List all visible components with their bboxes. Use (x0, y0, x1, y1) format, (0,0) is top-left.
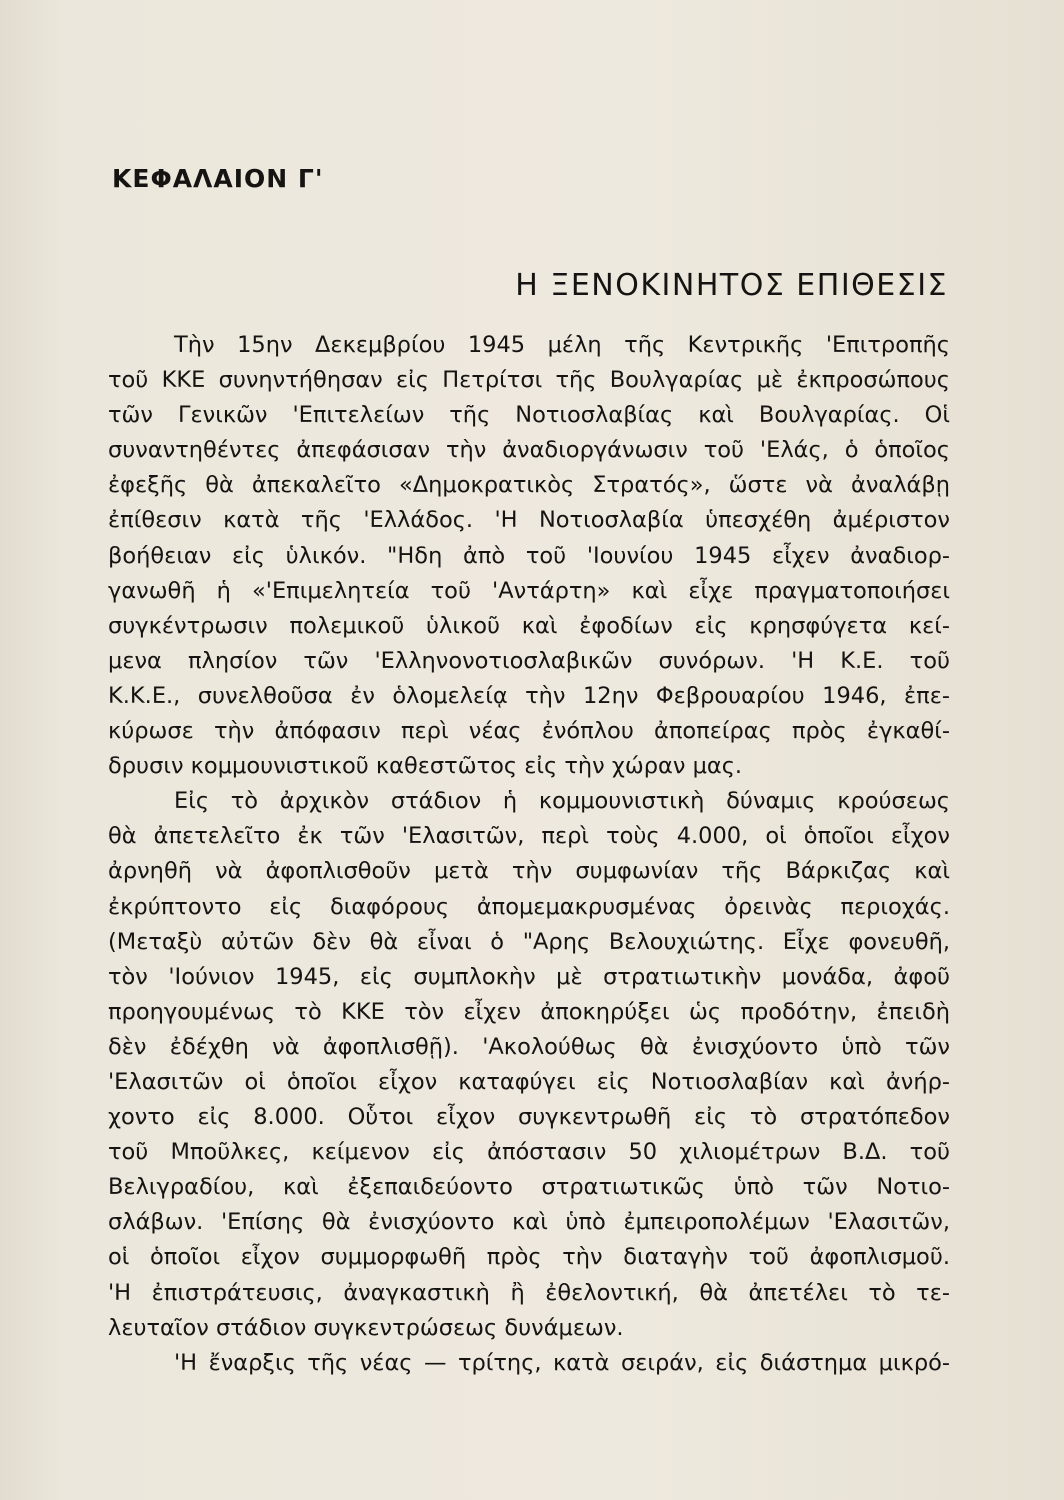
text-line: ἐφεξῆς θὰ ἀπεκαλεῖτο «Δημοκρατικὸς Στρατός», ὥστε νὰ ἀναλάβῃ (108, 472, 950, 499)
text-line: σλάβων. 'Επίσης θὰ ἐνισχύοντο καὶ ὑπὸ ἐμπειροπολέμων 'Ελασιτῶν, (108, 1209, 950, 1236)
text-line: λευταῖον στάδιον συγκεντρώσεως δυνάμεων. (108, 1314, 624, 1341)
text-line: γανωθῆ ἡ «'Επιμελητεία τοῦ 'Αντάρτη» καὶ εἶχε πραγματοποιήσει (108, 577, 950, 604)
text-line: προηγουμένως τὸ ΚΚΕ τὸν εἶχεν ἀποκηρύξει ὡς προδότην, ἐπειδὴ (108, 998, 950, 1025)
text-line: (Μεταξὺ αὐτῶν δὲν θὰ εἶναι ὁ "Αρης Βελουχιώτης. Εἶχε φονευθῆ, (108, 928, 950, 955)
section-title: Η ΞΕΝΟΚΙΝΗΤΟΣ ΕΠΙΘΕΣΙΣ (515, 268, 948, 303)
chapter-heading: ΚΕΦΑΛΑΙΟΝ Γ' (112, 164, 324, 193)
text-line: τοῦ Μποῦλκες, κείμενον εἰς ἀπόστασιν 50 χιλιομέτρων Β.Δ. τοῦ (108, 1139, 950, 1166)
text-line: 'Η ἐπιστράτευσις, ἀναγκαστικὴ ἢ ἐθελοντική, θὰ ἀπετέλει τὸ τε- (108, 1279, 950, 1306)
text-line: μενα πλησίον τῶν 'Ελληνονοτιοσλαβικῶν συνόρων. 'Η Κ.Ε. τοῦ (108, 647, 950, 674)
text-line: 'Ελασιτῶν οἱ ὁποῖοι εἶχον καταφύγει εἰς Νοτιοσλαβίαν καὶ ἀνήρ- (108, 1068, 950, 1095)
text-line: συναντηθέντες ἀπεφάσισαν τὴν ἀναδιοργάνωσιν τοῦ 'Ελάς, ὁ ὁποῖος (108, 437, 950, 464)
text-line: κύρωσε τὴν ἀπόφασιν περὶ νέας ἐνόπλου ἀποπείρας πρὸς ἐγκαθί- (108, 718, 950, 745)
text-line: ἀρνηθῆ νὰ ἀφοπλισθοῦν μετὰ τὴν συμφωνίαν τῆς Βάρκιζας καὶ (108, 858, 950, 885)
text-line: χοντο εἰς 8.000. Οὗτοι εἶχον συγκεντρωθῆ εἰς τὸ στρατόπεδον (108, 1104, 950, 1131)
text-line: Τὴν 15ην Δεκεμβρίου 1945 μέλη τῆς Κεντρικῆς 'Επιτροπῆς (174, 332, 950, 358)
text-line: βοήθειαν εἰς ὑλικόν. "Ηδη ἀπὸ τοῦ 'Ιουνίου 1945 εἶχεν ἀναδιορ- (108, 542, 950, 569)
text-line: τοῦ ΚΚΕ συνηντήθησαν εἰς Πετρίτσι τῆς Βουλγαρίας μὲ ἐκπροσώπους (108, 367, 950, 394)
body-text (108, 328, 950, 1381)
text-line: Βελιγραδίου, καὶ ἐξεπαιδεύοντο στρατιωτικῶς ὑπὸ τῶν Νοτιο- (108, 1174, 950, 1201)
text-line: συγκέντρωσιν πολεμικοῦ ὑλικοῦ καὶ ἐφοδίων εἰς κρησφύγετα κεί- (108, 612, 950, 639)
text-line: Εἰς τὸ ἀρχικὸν στάδιον ἡ κομμουνιστικὴ δύναμις κρούσεως (174, 788, 950, 815)
text-line: ἐκρύπτοντο εἰς διαφόρους ἀπομεμακρυσμένας ὀρεινὰς περιοχάς. (108, 893, 950, 920)
text-line: δρυσιν κομμουνιστικοῦ καθεστῶτος εἰς τὴν χώραν μας. (108, 753, 743, 780)
text-line: δὲν ἐδέχθη νὰ ἀφοπλισθῇ). 'Ακολούθως θὰ ἐνισχύοντο ὑπὸ τῶν (108, 1033, 950, 1060)
text-line: ἐπίθεσιν κατὰ τῆς 'Ελλάδος. 'Η Νοτιοσλαβία ὑπεσχέθη ἀμέριστον (108, 507, 950, 534)
text-line: τῶν Γενικῶν 'Επιτελείων τῆς Νοτιοσλαβίας καὶ Βουλγαρίας. Οἱ (108, 402, 950, 429)
text-line: Κ.Κ.Ε., συνελθοῦσα ἐν ὁλομελείᾳ τὴν 12ην Φεβρουαρίου 1946, ἐπε- (108, 682, 950, 709)
text-line: τὸν 'Ιούνιον 1945, εἰς συμπλοκὴν μὲ στρατιωτικὴν μονάδα, ἀφοῦ (108, 963, 950, 990)
text-line: οἱ ὁποῖοι εἶχον συμμορφωθῆ πρὸς τὴν διαταγὴν τοῦ ἀφοπλισμοῦ. (108, 1244, 950, 1271)
text-line: θὰ ἀπετελεῖτο ἐκ τῶν 'Ελασιτῶν, περὶ τοὺς 4.000, οἱ ὁποῖοι εἶχον (108, 823, 950, 850)
text-line: 'Η ἔναρξις τῆς νέας — τρίτης, κατὰ σειράν, εἰς διάστημα μικρό- (174, 1349, 950, 1376)
